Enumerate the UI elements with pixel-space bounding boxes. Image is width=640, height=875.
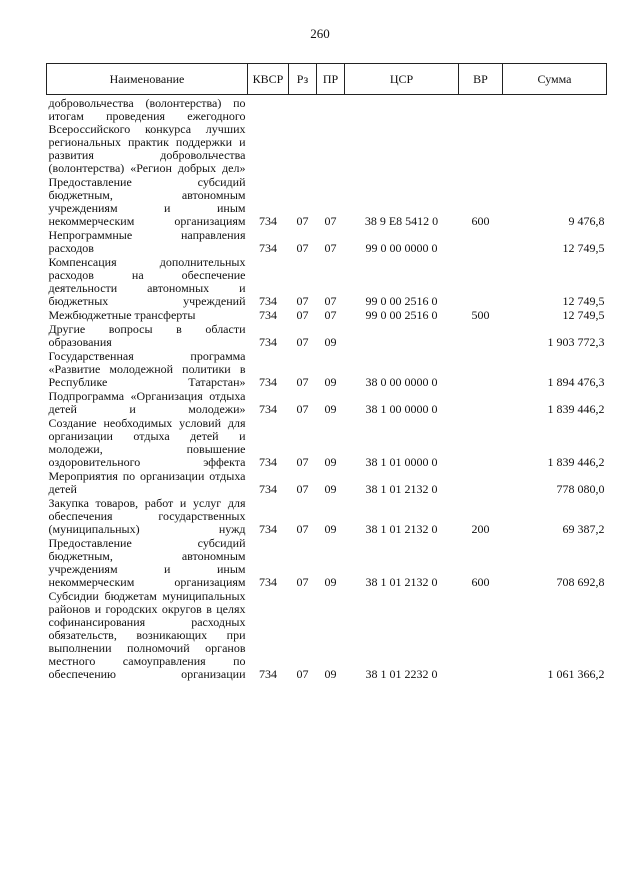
row-csr: 38 0 00 0000 0 xyxy=(365,375,438,389)
row-kvsr: 734 xyxy=(259,375,277,389)
row-sum: 1 903 772,3 xyxy=(547,335,605,349)
row-sum: 69 387,2 xyxy=(562,522,605,536)
row-name: Государственная программа «Развитие молодежной политики в Республике Татарстан» xyxy=(48,349,246,389)
row-name: Создание необходимых условий для организации отдыха детей и молодежи, повышение оздоровительного эффекта xyxy=(48,416,246,469)
row-rz: 07 xyxy=(296,482,309,496)
row-vr xyxy=(459,590,503,682)
row-vr xyxy=(459,390,503,417)
page-number: 260 xyxy=(310,26,330,41)
row-name: Предоставление субсидий бюджетным, автономным учреждениям и иным некоммерческим организациям xyxy=(48,175,246,228)
row-name: Непрограммные направления расходов xyxy=(48,228,246,255)
row-rz: 07 xyxy=(296,335,309,349)
row-csr: 38 9 E8 5412 0 xyxy=(364,214,439,228)
row-rz xyxy=(289,95,317,177)
row-rz: 07 xyxy=(296,375,309,389)
table-row xyxy=(47,309,607,323)
row-sum: 1 839 446,2 xyxy=(547,402,605,416)
row-pr: 09 xyxy=(324,575,337,589)
row-rz: 07 xyxy=(296,294,309,308)
row-pr: 09 xyxy=(324,455,337,469)
row-csr: 38 1 00 0000 0 xyxy=(365,402,438,416)
row-sum: 708 692,8 xyxy=(556,575,605,589)
row-kvsr: 734 xyxy=(259,335,277,349)
row-vr xyxy=(459,417,503,470)
row-sum: 12 749,5 xyxy=(562,308,605,322)
row-pr: 09 xyxy=(324,482,337,496)
row-csr xyxy=(345,95,459,177)
row-pr: 09 xyxy=(324,667,337,681)
row-vr: 600 xyxy=(471,575,490,589)
header-vr: ВР xyxy=(459,64,503,95)
table-row xyxy=(47,350,607,390)
row-vr: 600 xyxy=(471,214,490,228)
row-sum: 778 080,0 xyxy=(556,482,605,496)
row-csr: 38 1 01 2132 0 xyxy=(365,575,438,589)
row-csr: 99 0 00 0000 0 xyxy=(365,241,438,255)
row-vr xyxy=(459,95,503,177)
row-vr xyxy=(459,350,503,390)
header-rz: Рз xyxy=(289,64,317,95)
row-kvsr: 734 xyxy=(259,308,277,322)
row-csr: 38 1 01 0000 0 xyxy=(365,455,438,469)
row-pr: 09 xyxy=(324,375,337,389)
table-row xyxy=(47,323,607,350)
row-rz: 07 xyxy=(296,241,309,255)
row-csr: 99 0 00 2516 0 xyxy=(365,308,438,322)
row-pr: 09 xyxy=(324,335,337,349)
row-pr: 09 xyxy=(324,402,337,416)
row-rz: 07 xyxy=(296,667,309,681)
header-sum: Сумма xyxy=(503,64,607,95)
row-kvsr xyxy=(248,95,289,177)
table-row xyxy=(47,537,607,590)
row-name: Межбюджетные трансферты xyxy=(48,308,196,322)
budget-table xyxy=(46,63,607,682)
row-kvsr: 734 xyxy=(259,214,277,228)
row-kvsr: 734 xyxy=(259,402,277,416)
table-row xyxy=(47,256,607,309)
row-csr: 38 1 01 2132 0 xyxy=(365,482,438,496)
row-rz: 07 xyxy=(296,522,309,536)
row-name: Предоставление субсидий бюджетным, автономным учреждениям и иным некоммерческим организациям xyxy=(48,536,246,589)
row-sum xyxy=(503,95,607,177)
table-row xyxy=(47,470,607,497)
row-sum: 1 839 446,2 xyxy=(547,455,605,469)
row-pr: 07 xyxy=(324,308,337,322)
row-name: Закупка товаров, работ и услуг для обеспечения государственных (муниципальных) нужд xyxy=(48,496,246,536)
row-kvsr: 734 xyxy=(259,482,277,496)
row-pr: 07 xyxy=(324,214,337,228)
row-name: добровольчества (волонтерства) по итогам проведения ежегодного Всероссийского конкурса лучших региональных практик поддержки и развития добровольчества (волонтерства) «Регион добрых дел» xyxy=(48,96,246,175)
row-name: Мероприятия по организации отдыха детей xyxy=(48,469,246,496)
row-rz: 07 xyxy=(296,214,309,228)
row-name: Субсидии бюджетам муниципальных районов и городских округов в целях софинансирования расходных обязательств, возникающих при выполнении полномочий органов местного самоуправления по обеспечению организации xyxy=(48,589,246,681)
row-csr: 38 1 01 2132 0 xyxy=(365,522,438,536)
row-kvsr: 734 xyxy=(259,455,277,469)
table-row xyxy=(47,390,607,417)
header-name: Наименование xyxy=(47,64,248,95)
table-header-row xyxy=(47,64,607,95)
row-vr xyxy=(459,229,503,256)
header-pr: ПР xyxy=(317,64,345,95)
row-vr xyxy=(459,470,503,497)
row-rz: 07 xyxy=(296,455,309,469)
row-sum: 12 749,5 xyxy=(562,241,605,255)
row-csr: 38 1 01 2232 0 xyxy=(365,667,438,681)
row-pr: 09 xyxy=(324,522,337,536)
row-csr: 99 0 00 2516 0 xyxy=(365,294,438,308)
row-rz: 07 xyxy=(296,402,309,416)
table-row xyxy=(47,229,607,256)
header-csr: ЦСР xyxy=(345,64,459,95)
row-kvsr: 734 xyxy=(259,575,277,589)
row-csr xyxy=(345,323,459,350)
row-vr: 500 xyxy=(471,308,490,322)
table-row xyxy=(47,590,607,682)
row-rz: 07 xyxy=(296,575,309,589)
row-name: Подпрограмма «Организация отдыха детей и молодежи» xyxy=(48,389,246,416)
row-vr: 200 xyxy=(471,522,490,536)
row-vr xyxy=(459,256,503,309)
row-rz: 07 xyxy=(296,308,309,322)
header-kvsr: КВСР xyxy=(248,64,289,95)
row-name: Другие вопросы в области образования xyxy=(48,322,246,349)
row-pr xyxy=(317,95,345,177)
row-kvsr: 734 xyxy=(259,294,277,308)
row-sum: 1 894 476,3 xyxy=(547,375,605,389)
row-pr: 07 xyxy=(324,241,337,255)
table-row xyxy=(47,176,607,229)
row-sum: 1 061 366,2 xyxy=(547,667,605,681)
row-sum: 9 476,8 xyxy=(568,214,605,228)
table-row xyxy=(47,95,607,177)
row-kvsr: 734 xyxy=(259,241,277,255)
row-vr xyxy=(459,323,503,350)
row-kvsr: 734 xyxy=(259,667,277,681)
row-kvsr: 734 xyxy=(259,522,277,536)
row-pr: 07 xyxy=(324,294,337,308)
row-sum: 12 749,5 xyxy=(562,294,605,308)
row-name: Компенсация дополнительных расходов на обеспечение деятельности автономных и бюджетных учреждений xyxy=(48,255,246,308)
table-row xyxy=(47,497,607,537)
table-row xyxy=(47,417,607,470)
